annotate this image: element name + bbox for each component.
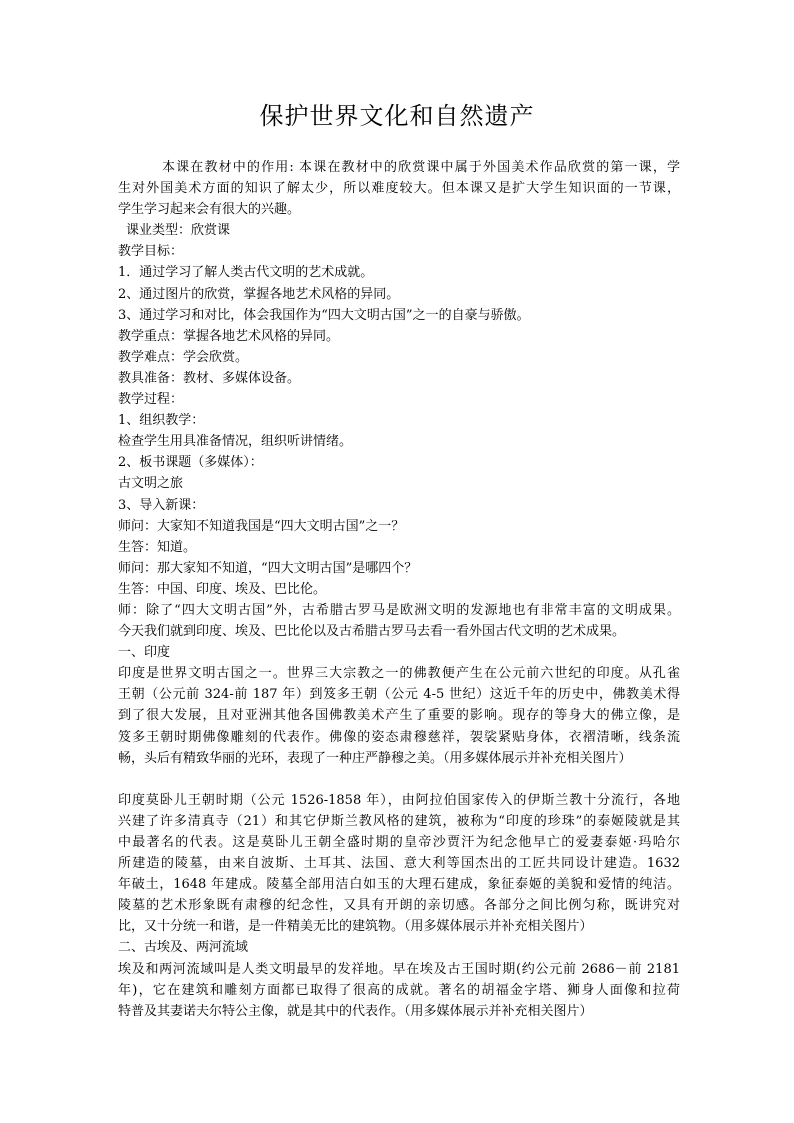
paragraph-line: 1、组织教学： bbox=[118, 413, 205, 429]
paragraph-line: 师问：那大家知不知道，“四大文明古国”是哪四个？ bbox=[118, 560, 418, 576]
paragraph-line: 畅，头后有精致华丽的光环，表现了一种庄严静穆之美。（用多媒体展示并补充相关图片） bbox=[118, 750, 632, 766]
paragraph-line: 年)，它在建筑和雕刻方面都已取得了很高的成就。著名的胡福金字塔、狮身人面像和拉荷 bbox=[118, 982, 680, 998]
paragraph-line: 印度莫卧儿王朝时期（公元 1526-1858 年），由阿拉伯国家传入的伊斯兰教十分流行，各地 bbox=[118, 792, 680, 808]
paragraph-line: 1．通过学习了解人类古代文明的艺术成就。 bbox=[118, 265, 374, 281]
paragraph-line: 教具准备：教材、多媒体设备。 bbox=[118, 370, 301, 386]
document-title: 保护世界文化和自然遗产 bbox=[259, 102, 535, 130]
paragraph-line: 比，又十分统一和谐，是一件精美无比的建筑物。（用多媒体展示并补充相关图片） bbox=[118, 919, 593, 935]
paragraph-line: 印度是世界文明古国之一。世界三大宗教之一的佛教便产生在公元前六世纪的印度。从孔雀 bbox=[118, 666, 680, 682]
paragraph-line: 教学过程： bbox=[118, 392, 184, 408]
blank-line bbox=[118, 769, 680, 790]
paragraph-line: 检查学生用具准备情况，组织听讲情绪。 bbox=[118, 434, 353, 450]
section-heading: 二、古埃及、两河流域 bbox=[118, 940, 249, 956]
section-heading: 一、印度 bbox=[118, 645, 171, 661]
paragraph-line: 师：除了“四大文明古国”外，古希腊古罗马是欧洲文明的发源地也有非常丰富的文明成果。 bbox=[118, 602, 680, 618]
paragraph-line: 埃及和两河流域叫是人类文明最早的发祥地。早在埃及古王国时期(约公元前 2686－前 2181 bbox=[118, 961, 680, 977]
paragraph-line: 兴建了许多清真寺（21）和其它伊斯兰教风格的建筑，被称为“印度的珍珠”的泰姬陵就是其 bbox=[118, 813, 680, 829]
paragraph-line: 课业类型：欣赏课 bbox=[126, 223, 231, 239]
paragraph-line: 本课在教材中的作用: 本课在教材中的欣赏课中属于外国美术作品欣赏的第一课，学 bbox=[162, 160, 680, 175]
paragraph-line: 生答：知道。 bbox=[118, 539, 197, 555]
paragraph-line: 学生学习起来会有很大的兴趣。 bbox=[118, 202, 301, 218]
paragraph-line: 陵墓的艺术形象既有肃穆的纪念性，又具有开朗的亲切感。各部分之间比例匀称，既讲究对 bbox=[118, 898, 680, 914]
paragraph-line: 今天我们就到印度、埃及、巴比伦以及古希腊古罗马去看一看外国古代文明的艺术成果。 bbox=[118, 624, 626, 640]
document-body bbox=[118, 157, 680, 1022]
paragraph-line: 2、板书课题（多媒体）： bbox=[118, 455, 263, 471]
paragraph-line: 王朝（公元前 324-前 187 年）到笈多王朝（公元 4-5 世纪）这近千年的历史中，佛教美术得 bbox=[118, 687, 680, 703]
paragraph-line: 特普及其妻诺夫尔特公主像，就是其中的代表作。（用多媒体展示并补充相关图片） bbox=[118, 1003, 593, 1019]
paragraph-line: 笈多王朝时期佛像雕刻的代表作。佛像的姿态肃穆慈祥，袈裟紧贴身体，衣褶清晰，线条流 bbox=[118, 729, 680, 745]
paragraph-line: 生对外国美术方面的知识了解太少，所以难度较大。但本课又是扩大学生知识面的一节课， bbox=[118, 181, 680, 197]
paragraph-line: 2、通过图片的欣赏，掌握各地艺术风格的异同。 bbox=[118, 286, 400, 302]
paragraph-line: 年破土，1648 年建成。陵墓全部用洁白如玉的大理石建成，象征泰姬的美貌和爱情的纯洁。 bbox=[118, 877, 680, 893]
paragraph-line: 师问：大家知不知道我国是“四大文明古国”之一？ bbox=[118, 518, 405, 534]
paragraph-line: 3、通过学习和对比，体会我国作为“四大文明古国”之一的自豪与骄傲。 bbox=[118, 307, 530, 323]
paragraph-line: 3、导入新课： bbox=[118, 497, 205, 513]
paragraph-line: 教学重点：掌握各地艺术风格的异同。 bbox=[118, 328, 340, 344]
paragraph-line: 生答：中国、印度、埃及、巴比伦。 bbox=[118, 581, 327, 597]
paragraph-line: 教学难点：学会欣赏。 bbox=[118, 349, 249, 365]
paragraph-line: 古文明之旅 bbox=[118, 476, 184, 492]
paragraph-line: 中最著名的代表。这是莫卧儿王朝全盛时期的皇帝沙贾汗为纪念他早亡的爱妻泰姬·玛哈尔 bbox=[118, 835, 680, 850]
paragraph-line: 教学目标： bbox=[118, 244, 184, 260]
paragraph-line: 到了很大发展，且对亚洲其他各国佛教美术产生了重要的影响。现存的等身大的佛立像，是 bbox=[118, 708, 680, 724]
paragraph-line: 所建造的陵墓，由来自波斯、土耳其、法国、意大利等国杰出的工匠共同设计建造。1632 bbox=[118, 856, 680, 872]
